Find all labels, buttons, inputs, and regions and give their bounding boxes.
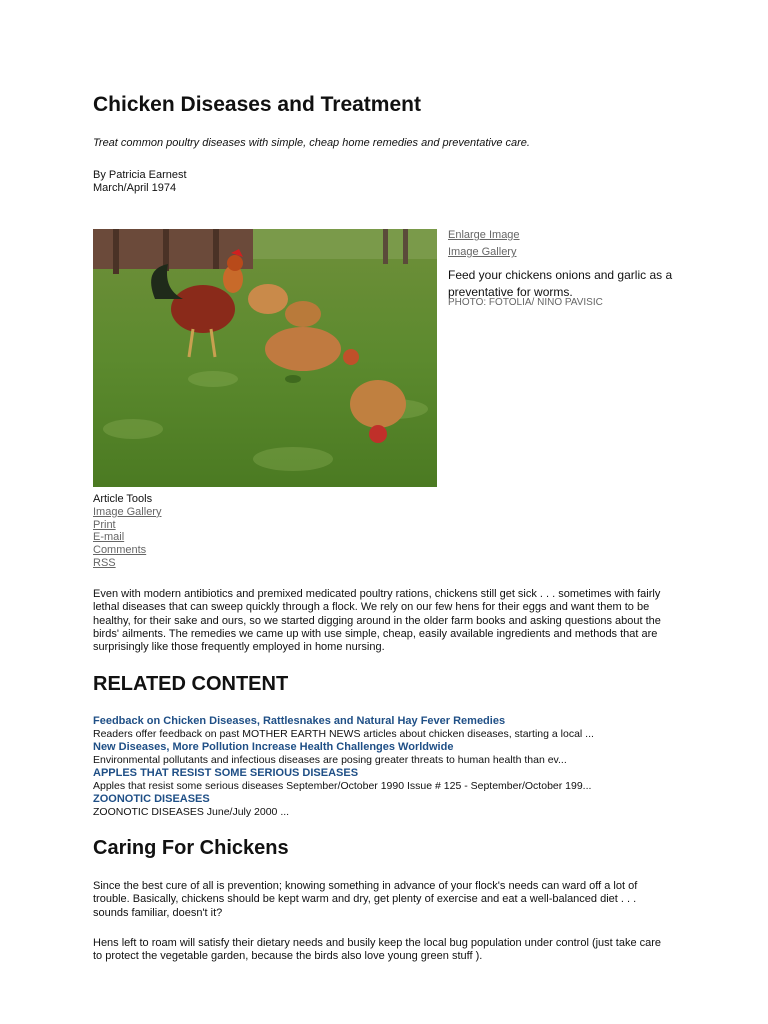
photo-credit: PHOTO: FOTOLIA/ NINO PAVISIC: [448, 297, 603, 308]
related-summary: Apples that resist some serious diseases September/October 1990 Issue # 125 - September/October 199...: [93, 780, 592, 792]
list-item: [93, 715, 683, 741]
intro-paragraph: Even with modern antibiotics and premixed medicated poultry rations, chickens still get sick . . . sometimes with fairly lethal diseases that can sweep quickly through a flock. We rely on our few hens for their eggs and want them to be healthy, for their sake and ours, so we started digging around in the older farm books and asking questions about the birds' ailments. The remedies we came up with use simple, cheap, easily available ingredients and methods that are surprisingly like those frequently employed in home nursing.: [93, 588, 661, 654]
list-item: [93, 793, 683, 819]
tools-comments-link[interactable]: Comments: [93, 544, 147, 557]
list-item: [93, 767, 683, 793]
related-content-list: [93, 715, 683, 819]
image-gallery-link[interactable]: Image Gallery: [448, 246, 517, 258]
related-link[interactable]: New Diseases, More Pollution Increase Health Challenges Worldwide: [93, 741, 454, 753]
caring-paragraph-1: Since the best cure of all is prevention; knowing something in advance of your flock's needs can ward off a lot of trouble. Basically, chickens should be kept warm and dry, get plenty of exercise and eat a well-balanced diet . . . sounds familiar, doesn't it?: [93, 880, 638, 919]
enlarge-image-link[interactable]: Enlarge Image: [448, 229, 520, 241]
caring-heading: Caring For Chickens: [93, 837, 289, 859]
tools-image-gallery-link[interactable]: Image Gallery: [93, 505, 162, 518]
related-summary: Environmental pollutants and infectious diseases are posing greater threats to human health than ev...: [93, 754, 567, 766]
related-link[interactable]: Feedback on Chicken Diseases, Rattlesnakes and Natural Hay Fever Remedies: [93, 715, 506, 727]
related-link[interactable]: ZOONOTIC DISEASES: [93, 793, 210, 805]
author: By Patricia Earnest: [93, 169, 187, 181]
photo-caption: Feed your chickens onions and garlic as a preventative for worms.: [448, 268, 673, 299]
byline: [93, 169, 187, 195]
related-summary: ZOONOTIC DISEASES June/July 2000 ...: [93, 806, 290, 818]
publish-date: March/April 1974: [93, 182, 177, 194]
tools-email-link[interactable]: E-mail: [93, 531, 125, 544]
related-link[interactable]: APPLES THAT RESIST SOME SERIOUS DISEASES: [93, 767, 359, 779]
list-item: [93, 741, 683, 767]
article-title: Chicken Diseases and Treatment: [93, 93, 421, 116]
tools-rss-link[interactable]: RSS: [93, 556, 116, 569]
caring-paragraph-2: Hens left to roam will satisfy their dietary needs and busily keep the local bug population under control (just take care to protect the vegetable garden, because the birds also love young green stuff ).: [93, 937, 662, 963]
article-tools-heading: Article Tools: [93, 493, 153, 505]
related-content-heading: RELATED CONTENT: [93, 673, 289, 695]
photo-sidebar: [448, 229, 688, 308]
article-tools: [93, 493, 161, 570]
article-dek: Treat common poultry diseases with simple, cheap home remedies and preventative care.: [93, 137, 530, 149]
related-summary: Readers offer feedback on past MOTHER EARTH NEWS articles about chicken diseases, starting a local ...: [93, 728, 594, 740]
chicken-photo[interactable]: [93, 229, 437, 487]
tools-print-link[interactable]: Print: [93, 518, 116, 531]
